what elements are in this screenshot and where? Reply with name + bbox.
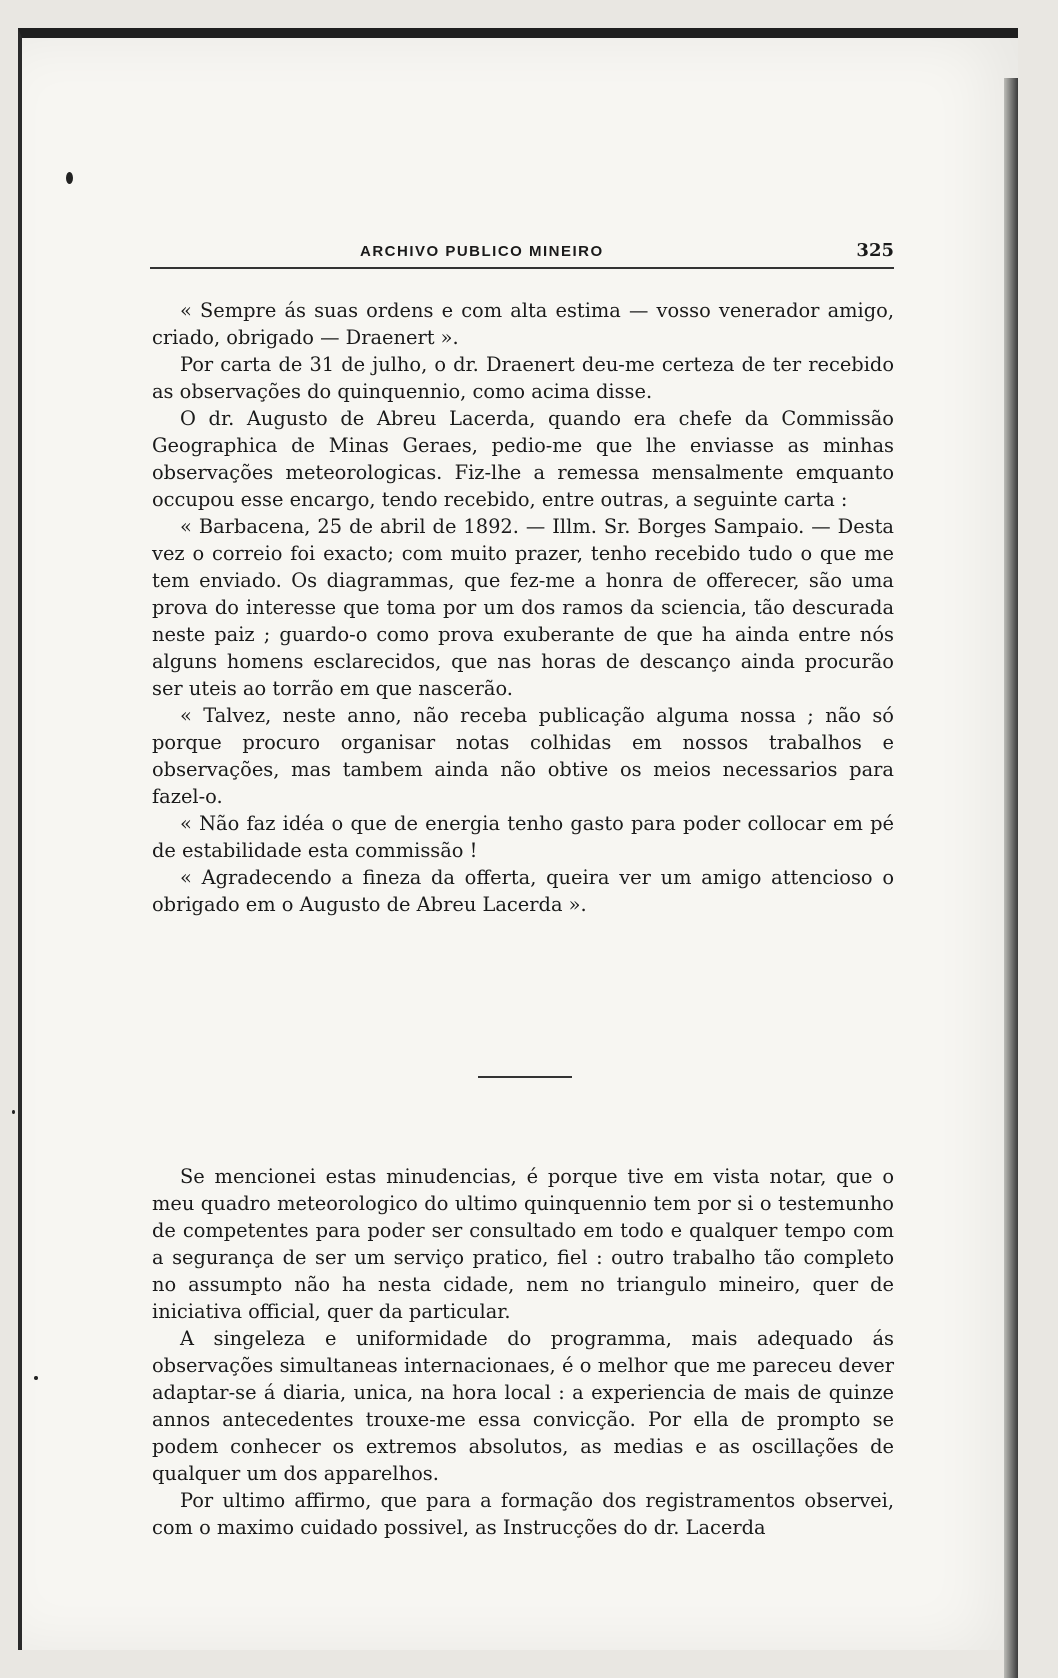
ink-speck bbox=[34, 1376, 38, 1380]
paragraph: O dr. Augusto de Abreu Lacerda, quando era chefe da Commissão Geographica de Minas Geraes, pedio-me que lhe enviasse as minhas observações meteorologicas. Fiz-lhe a remessa mensalmente emquanto occupou esse encargo, tendo recebido, entre outras, a seguinte carta : bbox=[152, 407, 894, 511]
paragraph: Por carta de 31 de julho, o dr. Draenert deu-me certeza de ter recebido as observações do quinquennio, como acima disse. bbox=[152, 353, 894, 403]
paragraph: « Barbacena, 25 de abril de 1892. — Illm. Sr. Borges Sampaio. — Desta vez o correio foi exacto; com muito prazer, tenho recebido tudo o que me tem enviado. Os diagrammas, que fez-me a honra de offerecer, são uma prova do interesse que toma por um dos ramos da sciencia, tão descurada neste paiz ; guardo-o como prova exuberante de que ha ainda entre nós alguns homens esclarecidos, que nas horas de descanço ainda procurão ser uteis ao torrão em que nascerão. bbox=[152, 515, 894, 700]
ink-speck bbox=[12, 1110, 15, 1114]
paragraph: Por ultimo affirmo, que para a formação dos registramentos observei, com o maximo cuidado possivel, as Instrucções do dr. Lacerda bbox=[152, 1489, 894, 1539]
section-divider bbox=[478, 1076, 572, 1078]
page-edge-shadow bbox=[1004, 78, 1018, 1678]
letter-section bbox=[152, 297, 894, 918]
paragraph: Se mencionei estas minudencias, é porque tive em vista notar, que o meu quadro meteorologico do ultimo quinquennio tem por si o testemunho de competentes para poder ser consultado em todo e qualquer tempo com a segurança de ser um serviço pratico, fiel : outro trabalho tão completo no assumpto não ha nesta cidade, nem no triangulo mineiro, quer de iniciativa official, quer da particular. bbox=[152, 1165, 894, 1323]
header-title: ARCHIVO PUBLICO MINEIRO bbox=[360, 243, 604, 260]
ink-speck bbox=[66, 172, 73, 184]
header-rule bbox=[150, 267, 894, 269]
paragraph: « Sempre ás suas ordens e com alta estima — vosso venerador amigo, criado, obrigado — Draenert ». bbox=[152, 299, 894, 349]
running-header bbox=[150, 240, 898, 270]
paragraph: « Talvez, neste anno, não receba publicação alguma nossa ; não só porque procuro organisar notas colhidas em nossos trabalhos e observações, mas tambem ainda não obtive os meios necessarios para fazel-o. bbox=[152, 704, 894, 808]
paragraph: « Agradecendo a fineza da offerta, queira ver um amigo attencioso o obrigado em o Augusto de Abreu Lacerda ». bbox=[152, 866, 894, 916]
page-number: 325 bbox=[856, 240, 894, 261]
closing-section bbox=[152, 1163, 894, 1541]
paragraph: A singeleza e uniformidade do programma, mais adequado ás observações simultaneas internacionaes, é o melhor que me pareceu dever adaptar-se á diaria, unica, na hora local : a experiencia de mais de quinze annos antecedentes trouxe-me essa convicção. Por ella de prompto se podem conhecer os extremos absolutos, as medias e as oscillações de qualquer um dos apparelhos. bbox=[152, 1327, 894, 1485]
paragraph: « Não faz idéa o que de energia tenho gasto para poder collocar em pé de estabilidade esta commissão ! bbox=[152, 812, 894, 862]
